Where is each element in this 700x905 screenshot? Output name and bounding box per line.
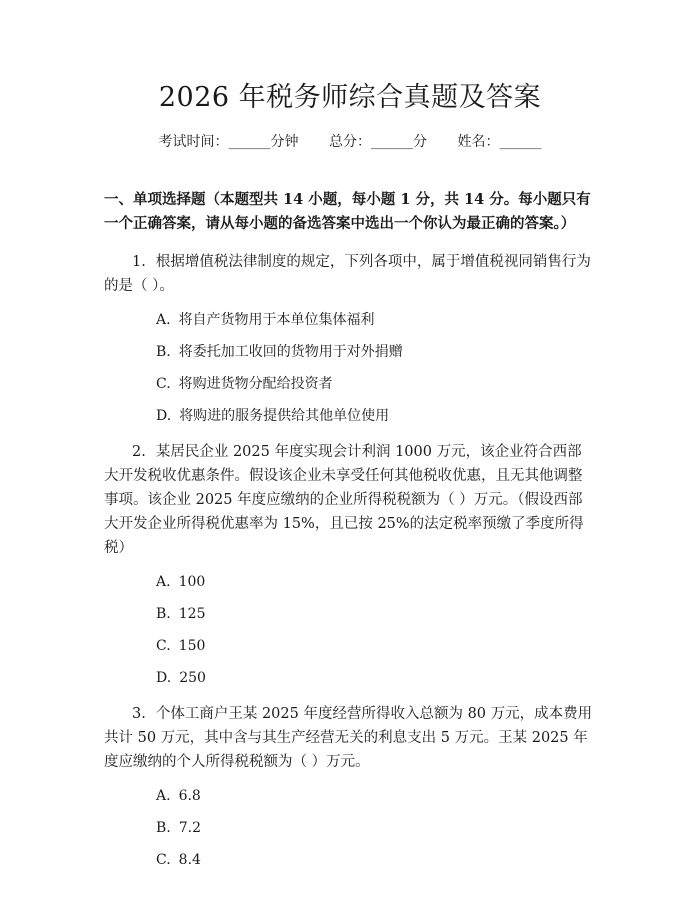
- name-field: [457, 132, 541, 152]
- exam-time-label: 考试时间：: [158, 134, 229, 150]
- total-score-label: 总分：: [329, 134, 371, 150]
- option-a: [104, 786, 596, 806]
- name-blank: ______: [499, 134, 542, 150]
- option-text: 150: [178, 638, 206, 654]
- option-letter: D.: [156, 670, 172, 686]
- option-text: 6.8: [178, 788, 201, 804]
- option-a: [104, 310, 596, 330]
- question: [104, 440, 596, 688]
- question-number: 2.: [132, 444, 146, 460]
- option-d: [104, 406, 596, 426]
- option-c: [104, 374, 596, 394]
- question-stem: [104, 702, 596, 774]
- option-list: [104, 786, 596, 870]
- option-b: [104, 342, 596, 362]
- option-text: 将购进的服务提供给其他单位使用: [179, 408, 390, 424]
- option-list: [104, 572, 596, 688]
- question-stem: [104, 440, 596, 560]
- question: [104, 250, 596, 426]
- option-b: [104, 818, 596, 838]
- option-d: [104, 668, 596, 688]
- question: [104, 702, 596, 870]
- option-letter: D.: [156, 408, 172, 424]
- option-text: 7.2: [178, 820, 202, 836]
- question-text: 某居民企业 2025 年度实现会计利润 1000 万元，该企业符合西部大开发税收优惠条件。假设该企业未享受任何其他税收优惠，且无其他调整事项。该企业 2025 年度应缴纳的企业所得税税额为（ ）万元。（假设西部大开发企业所得税优惠率为 15%，且已按 25%的法定税率预缴了季度所得税）: [104, 444, 584, 556]
- option-letter: A.: [156, 574, 171, 590]
- question-number: 3.: [132, 706, 146, 722]
- exam-time-unit: 分钟: [270, 134, 299, 150]
- total-score-unit: 分: [413, 134, 427, 150]
- option-letter: B.: [156, 344, 171, 360]
- option-text: 将自产货物用于本单位集体福利: [178, 312, 375, 328]
- question-text: 个体工商户王某 2025 年度经营所得收入总额为 80 万元，成本费用共计 50 万元，其中含与其生产经营无关的利息支出 5 万元。王某 2025 年度应缴纳的个人所得税税额为（ ）万元。: [104, 706, 593, 770]
- option-c: [104, 850, 596, 870]
- option-text: 125: [178, 606, 206, 622]
- name-label: 姓名：: [457, 134, 500, 150]
- option-text: 8.4: [178, 852, 201, 868]
- option-letter: C.: [156, 376, 171, 392]
- option-a: [104, 572, 596, 592]
- exam-time-blank: ______: [228, 134, 271, 150]
- option-text: 将委托加工收回的货物用于对外捐赠: [178, 344, 403, 360]
- total-score-field: [329, 132, 427, 152]
- option-letter: C.: [156, 638, 171, 654]
- option-c: [104, 636, 596, 656]
- option-letter: C.: [156, 852, 171, 868]
- option-letter: B.: [156, 820, 171, 836]
- option-letter: A.: [156, 312, 171, 328]
- option-text: 100: [178, 574, 206, 590]
- option-b: [104, 604, 596, 624]
- page-title: 2026 年税务师综合真题及答案: [158, 82, 542, 113]
- question-stem: [104, 250, 596, 298]
- option-list: [104, 310, 596, 426]
- total-score-blank: ______: [371, 134, 413, 150]
- option-letter: B.: [156, 606, 171, 622]
- section-heading: 一、单项选择题（本题型共 14 小题，每小题 1 分，共 14 分。每小题只有一个正确答案，请从每小题的备选答案中选出一个你认为最正确的答案。）: [104, 191, 591, 232]
- option-letter: A.: [156, 788, 171, 804]
- exam-meta: [104, 132, 596, 152]
- question-number: 1.: [132, 254, 146, 270]
- option-text: 250: [179, 670, 206, 686]
- option-text: 将购进货物分配给投资者: [178, 376, 333, 392]
- exam-time-field: [159, 132, 299, 152]
- question-text: 根据增值税法律制度的规定，下列各项中，属于增值税视同销售行为的是（ ）。: [104, 254, 591, 294]
